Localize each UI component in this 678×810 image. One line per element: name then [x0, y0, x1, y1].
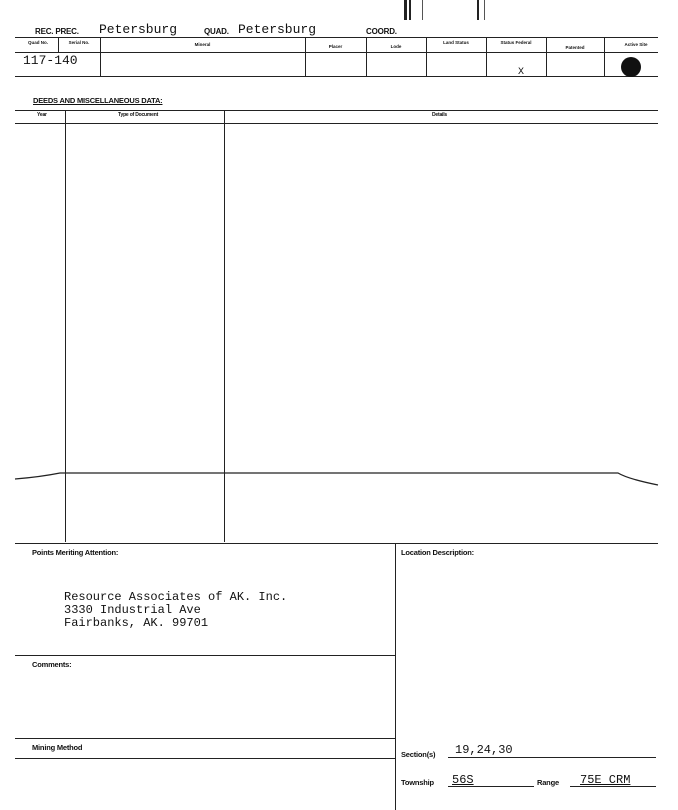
bottom-section-top [15, 543, 658, 544]
record-table-divider [366, 37, 367, 76]
col-placer: Placer [328, 44, 343, 49]
record-table-top-border [15, 37, 658, 38]
location-label: Location Description: [401, 548, 474, 557]
col-lode: Lode [390, 44, 402, 49]
points-address-line-3: Fairbanks, AK. 99701 [64, 616, 209, 630]
record-table-bottom-border [15, 76, 658, 77]
rec-prec-label: REC. PREC. [35, 27, 79, 36]
col-quad-no: Quad No. [28, 40, 48, 45]
col-serial-no: Serial No. [68, 40, 90, 45]
quad-label: QUAD. [204, 27, 229, 36]
col-active-site: Active Site [624, 42, 648, 47]
section-underline [448, 757, 656, 758]
scan-mark [484, 0, 485, 20]
record-table-divider [604, 37, 605, 76]
col-land-status: Land Status [443, 40, 469, 45]
active-site-dot [621, 57, 641, 77]
comments-top [15, 655, 395, 656]
mining-bottom [15, 758, 395, 759]
coord-label: COORD. [366, 27, 397, 36]
rec-prec-value: Petersburg [99, 22, 178, 37]
record-table-divider [305, 37, 306, 76]
record-table-divider [426, 37, 427, 76]
page-fold-line [0, 465, 678, 495]
record-table-divider [546, 37, 547, 76]
record-table-divider [486, 37, 487, 76]
deeds-col-type: Type of Document [118, 112, 159, 118]
scan-mark [409, 0, 411, 20]
deeds-header-bottom [15, 123, 658, 124]
points-label: Points Meriting Attention: [32, 548, 119, 557]
scan-mark [477, 0, 479, 20]
scan-mark [404, 0, 407, 20]
quad-serial-value: 117-140 [23, 53, 78, 68]
bottom-section-divider [395, 543, 396, 810]
township-label: Township [401, 778, 434, 787]
points-address-line-1: Resource Associates of AK. Inc. [64, 590, 288, 604]
mining-label: Mining Method [32, 743, 83, 752]
comments-label: Comments: [32, 660, 72, 669]
township-value: 56S [452, 773, 474, 787]
mining-top [15, 738, 395, 739]
range-label: Range [537, 778, 559, 787]
range-underline [570, 786, 656, 787]
section-label: Section(s) [401, 750, 436, 759]
col-mineral: Mineral [194, 42, 211, 47]
section-value: 19,24,30 [455, 743, 513, 757]
record-table-divider [58, 37, 59, 52]
points-address-line-2: 3330 Industrial Ave [64, 603, 201, 617]
deeds-title: DEEDS AND MISCELLANEOUS DATA: [33, 96, 163, 105]
scan-mark [422, 0, 423, 20]
deeds-col-year: Year [37, 112, 47, 118]
record-table-header-border [15, 52, 658, 53]
deeds-header-top [15, 110, 658, 111]
township-underline [448, 786, 534, 787]
col-patented: Patented [565, 45, 585, 50]
quad-value: Petersburg [238, 22, 317, 37]
status-x-mark: X [518, 67, 525, 78]
col-status-federal: Status Federal [500, 40, 532, 45]
deeds-col-details: Details [432, 112, 447, 118]
range-value: 75E CRM [580, 773, 631, 787]
